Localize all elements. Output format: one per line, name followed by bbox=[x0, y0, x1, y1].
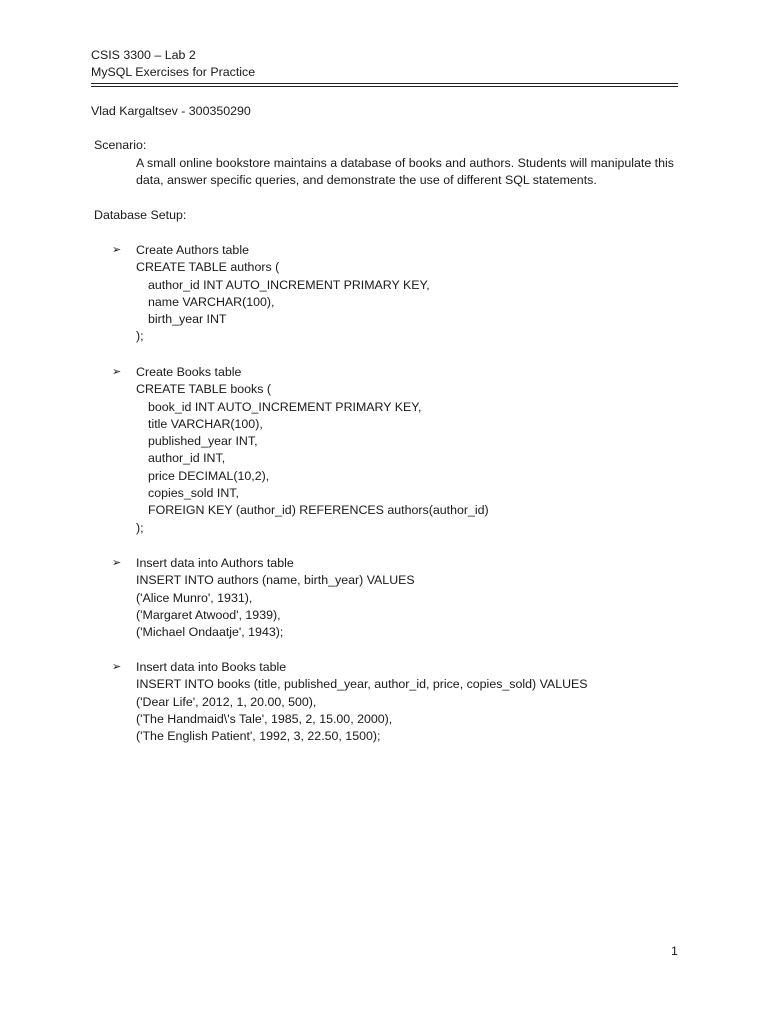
header-rule-top bbox=[91, 83, 678, 84]
scenario-label: Scenario: bbox=[94, 138, 147, 152]
sql-line: ('Michael Ondaatje', 1943); bbox=[136, 625, 284, 640]
document-header bbox=[91, 47, 255, 82]
section-title: Insert data into Books table bbox=[136, 660, 287, 674]
sql-line: INSERT INTO authors (name, birth_year) VALUES bbox=[136, 573, 415, 588]
document-subtitle: MySQL Exercises for Practice bbox=[91, 65, 256, 80]
section-body bbox=[136, 364, 489, 537]
sql-line: ); bbox=[136, 329, 144, 344]
sql-line: birth_year INT bbox=[148, 312, 227, 327]
sql-line: published_year INT, bbox=[148, 434, 258, 449]
author-line: Vlad Kargaltsev - 300350290 bbox=[91, 104, 251, 118]
sql-line: ('Dear Life', 2012, 1, 20.00, 500), bbox=[136, 694, 317, 709]
section-title: Insert data into Authors table bbox=[136, 556, 294, 570]
arrow-bullet-icon: ➢ bbox=[112, 557, 122, 569]
section-body bbox=[136, 659, 588, 745]
section-body bbox=[136, 555, 415, 641]
sql-line: ); bbox=[136, 520, 144, 535]
section-title: Create Authors table bbox=[136, 243, 249, 257]
sql-line: price DECIMAL(10,2), bbox=[148, 468, 270, 483]
arrow-bullet-icon: ➢ bbox=[112, 366, 122, 378]
sql-line: FOREIGN KEY (author_id) REFERENCES authors(author_id) bbox=[148, 503, 489, 518]
sql-line: book_id INT AUTO_INCREMENT PRIMARY KEY, bbox=[148, 399, 422, 414]
sql-line: ('The English Patient', 1992, 3, 22.50, 1500); bbox=[136, 729, 381, 744]
sql-line: author_id INT, bbox=[148, 451, 226, 466]
sql-line: name VARCHAR(100), bbox=[148, 294, 275, 309]
scenario-text: A small online bookstore maintains a database of books and authors. Students will manipulate this data, answer specific queries, and demonstrate the use of different SQL statements. bbox=[136, 156, 674, 188]
sql-line: title VARCHAR(100), bbox=[148, 416, 263, 431]
database-setup-label: Database Setup: bbox=[94, 208, 187, 222]
sql-line: CREATE TABLE authors ( bbox=[136, 260, 280, 275]
arrow-bullet-icon: ➢ bbox=[112, 661, 122, 673]
section-body bbox=[136, 242, 430, 346]
section-title: Create Books table bbox=[136, 365, 242, 379]
sql-line: ('Alice Munro', 1931), bbox=[136, 590, 253, 605]
course-title: CSIS 3300 – Lab 2 bbox=[91, 48, 196, 62]
sql-line: ('The Handmaid\'s Tale', 1985, 2, 15.00, 2000), bbox=[136, 711, 393, 726]
arrow-bullet-icon: ➢ bbox=[112, 244, 122, 256]
page-number: 1 bbox=[671, 944, 678, 958]
sql-line: ('Margaret Atwood', 1939), bbox=[136, 607, 281, 622]
sql-line: author_id INT AUTO_INCREMENT PRIMARY KEY, bbox=[148, 277, 430, 292]
sql-line: copies_sold INT, bbox=[148, 486, 239, 501]
sql-line: CREATE TABLE books ( bbox=[136, 382, 271, 397]
sql-line: INSERT INTO books (title, published_year, author_id, price, copies_sold) VALUES bbox=[136, 677, 588, 692]
header-rule-bottom bbox=[91, 86, 678, 87]
